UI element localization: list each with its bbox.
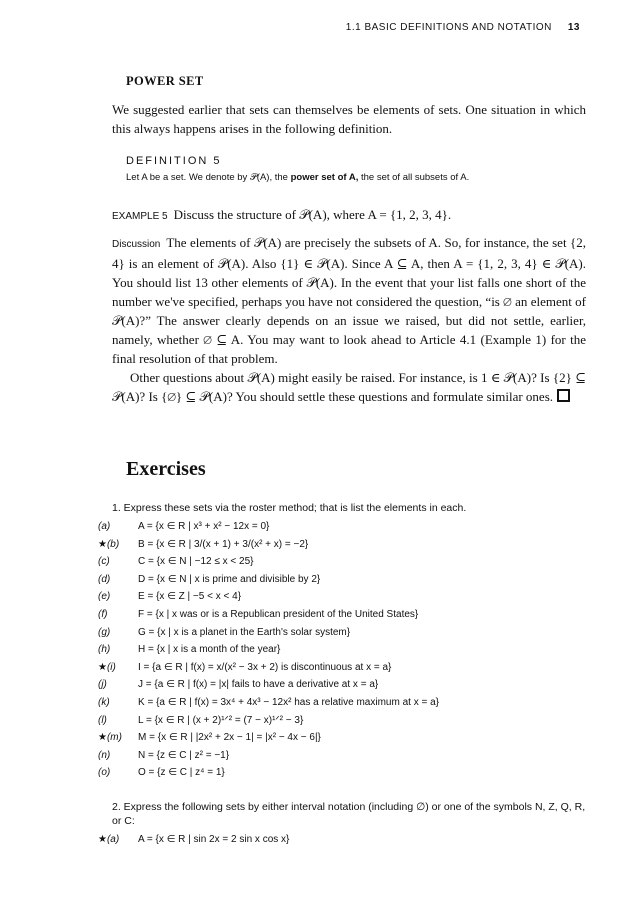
- exercise-item: [98, 556, 598, 574]
- exercise-item-label: (e): [98, 591, 111, 603]
- exercise-item-text: D = {x ∈ N | x is prime and divisible by 2}: [138, 573, 321, 585]
- exercise-1-intro: 1. Express these sets via the roster method; that is list the elements in each.: [112, 502, 467, 514]
- exercise-item-text: J = {a ∈ R | f(x) = |x| fails to have a derivative at x = a}: [138, 679, 379, 691]
- intro-paragraph: We suggested earlier that sets can themselves be elements of sets. One situation in which this always happens arises in the following definition.: [112, 102, 586, 136]
- exercise-item-label: ★(b): [98, 538, 120, 550]
- example-label: EXAMPLE 5: [112, 211, 168, 222]
- exercises-heading: Exercises: [126, 458, 206, 480]
- exercise-item-label: (c): [98, 556, 110, 568]
- exercise-item: [98, 834, 598, 852]
- exercise-2-list: [98, 834, 598, 852]
- exercise-item: [98, 697, 598, 715]
- exercise-item-label: (g): [98, 626, 111, 638]
- definition-label: DEFINITION 5: [126, 155, 222, 167]
- exercise-item-label: (f): [98, 608, 108, 620]
- exercise-item-text: C = {x ∈ N | −12 ≤ x < 25}: [138, 556, 254, 568]
- page-number: 13: [567, 22, 580, 33]
- exercise-item-label: ★(i): [98, 661, 116, 673]
- exercise-item-text: I = {a ∈ R | f(x) = x/(x² − 3x + 2) is discontinuous at x = a}: [138, 661, 392, 673]
- exercise-item: [98, 574, 598, 592]
- exercise-item-text: B = {x ∈ R | 3/(x + 1) + 3/(x² + x) = −2}: [138, 538, 309, 550]
- exercise-item-text: E = {x ∈ Z | −5 < x < 4}: [138, 591, 242, 603]
- discussion-label: Discussion: [112, 239, 161, 250]
- exercise-item-text: M = {x ∈ R | |2x² + 2x − 1| = |x² − 4x − 6|}: [138, 732, 321, 744]
- exercise-item: [98, 627, 598, 645]
- definition-text: [126, 172, 586, 183]
- example-text: Discuss the structure of 𝒫(A), where A = {1, 2, 3, 4}.: [173, 207, 452, 222]
- exercise-item-text: G = {x | x is a planet in the Earth's solar system}: [138, 626, 351, 638]
- exercise-item: [98, 750, 598, 768]
- definition-text-before: Let A be a set. We denote by 𝒫(A), the: [126, 172, 291, 183]
- exercise-item-text: N = {z ∈ C | z² = −1}: [138, 749, 230, 761]
- exercise-1-list: [98, 521, 598, 785]
- end-of-proof-box-icon: [557, 389, 570, 402]
- exercise-item-text: O = {z ∈ C | z⁴ = 1}: [138, 767, 225, 779]
- discussion-text-2: Other questions about 𝒫(A) might easily be raised. For instance, is 1 ∈ 𝒫(A)? Is {2} ⊆ 𝒫(A)? Is {∅} ⊆ 𝒫(A)? You should settle these questions and formulate similar ones.: [112, 370, 586, 404]
- exercise-item: [98, 521, 598, 539]
- exercise-2-intro: 2. Express the following sets by either interval notation (including ∅) or one of the symbols N, Z, Q, R, or C:: [112, 801, 586, 827]
- exercise-item-label: ★(a): [98, 834, 120, 845]
- exercise-item-label: (d): [98, 573, 111, 585]
- exercise-item: [98, 662, 598, 680]
- exercise-item: [98, 591, 598, 609]
- exercise-item: [98, 644, 598, 662]
- exercise-item-label: (a): [98, 521, 111, 532]
- exercise-item: [98, 679, 598, 697]
- example-block: [112, 205, 586, 226]
- exercise-item: [98, 715, 598, 733]
- exercise-item-label: (j): [98, 679, 107, 691]
- definition-text-after: the set of all subsets of A.: [358, 172, 470, 183]
- discussion-block: [112, 233, 586, 406]
- exercise-item: [98, 539, 598, 557]
- exercise-item-label: (k): [98, 696, 110, 708]
- exercise-item-label: ★(m): [98, 732, 122, 744]
- exercise-item-text: A = {x ∈ R | sin 2x = 2 sin x cos x}: [138, 834, 290, 845]
- exercise-item-label: (h): [98, 644, 111, 656]
- exercise-item: [98, 732, 598, 750]
- exercise-item-text: A = {x ∈ R | x³ + x² − 12x = 0}: [138, 521, 270, 532]
- running-header: [346, 22, 580, 33]
- exercise-item-text: H = {x | x is a month of the year}: [138, 644, 281, 656]
- exercise-item-label: (l): [98, 714, 107, 726]
- section-title: 1.1 BASIC DEFINITIONS AND NOTATION: [345, 22, 552, 33]
- exercise-item-text: F = {x | x was or is a Republican president of the United States}: [138, 608, 419, 620]
- exercise-item: [98, 767, 598, 785]
- exercise-item-text: L = {x ∈ R | (x + 2)¹ᐟ² = (7 − x)¹ᐟ² − 3}: [138, 714, 304, 726]
- definition-term: power set of A,: [290, 172, 359, 183]
- exercise-item-text: K = {a ∈ R | f(x) = 3x⁴ + 4x³ − 12x² has a relative maximum at x = a}: [138, 696, 440, 708]
- power-set-heading: POWER SET: [126, 74, 204, 88]
- discussion-text: The elements of 𝒫(A) are precisely the subsets of A. So, for instance, the set {2, 4} is an element of 𝒫(A). Also {1} ∈ 𝒫(A). Since A ⊆ A, then A = {1, 2, 3, 4} ∈ 𝒫(A). You should list 13 other elements of 𝒫(A). In the event that your list falls one short of the number we've specified, perhaps you have not considered the question, “is ∅ an element of 𝒫(A)?” The answer clearly depends on an issue we raised, but did not settle, earlier, namely, whether ∅ ⊆ A. You may want to look ahead to Article 4.1 (Example 1) for the final resolution of that problem.: [112, 235, 586, 366]
- exercise-item-label: (n): [98, 749, 111, 761]
- power-set-intro: [112, 100, 586, 138]
- exercise-item: [98, 609, 598, 627]
- exercise-item-label: (o): [98, 767, 111, 779]
